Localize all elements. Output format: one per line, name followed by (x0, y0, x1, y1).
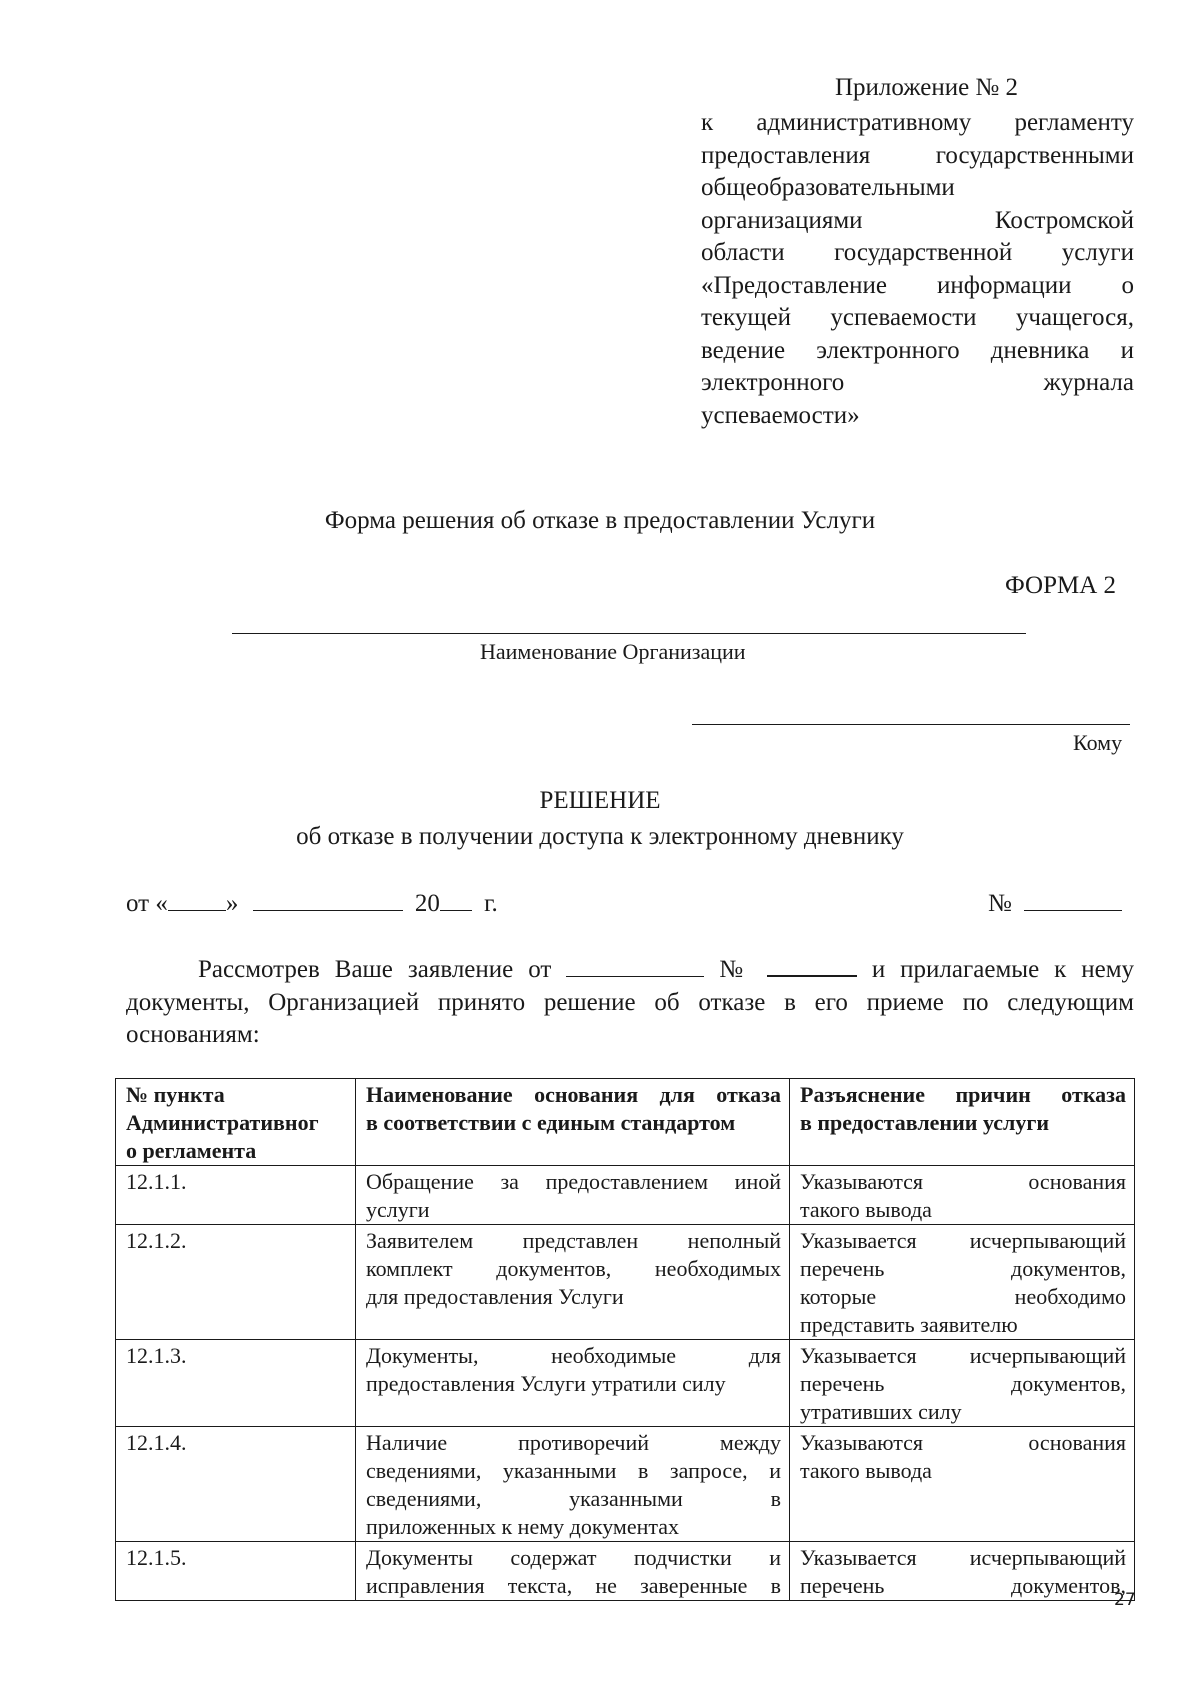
cell-line: сведениями, указанными в запросе, и (366, 1458, 781, 1483)
paragraph-line (126, 953, 1134, 987)
row-reason (356, 1225, 790, 1340)
organization-name-caption: Наименование Организации (480, 639, 746, 664)
cell-line: приложенных к нему документах (366, 1514, 680, 1539)
row-explanation (790, 1542, 1135, 1601)
header-reason (356, 1079, 790, 1166)
header-text: Административног (126, 1110, 319, 1135)
cell-line: такого вывода (800, 1458, 932, 1483)
cell-line: представить заявителю (800, 1312, 1018, 1337)
row-number: 12.1.2. (116, 1225, 356, 1340)
row-reason (356, 1166, 790, 1225)
row-number: 12.1.3. (116, 1340, 356, 1427)
cell-line: Документы, необходимые для (366, 1343, 781, 1368)
header-text: Разъяснение причин отказа (800, 1082, 1126, 1107)
cell-line: Документы содержат подчистки и (366, 1545, 781, 1570)
cell-line: перечень документов, (800, 1573, 1126, 1598)
appendix-line: текущей успеваемости учащегося, (701, 304, 1134, 331)
appendix-title: Приложение № 2 (835, 74, 1019, 101)
cell-line: исправления текста, не заверенные в (366, 1573, 781, 1598)
table-row (116, 1166, 1135, 1225)
cell-line: Заявителем представлен неполный (366, 1228, 781, 1253)
cell-line: перечень документов, (800, 1256, 1126, 1281)
cell-line: Указывается исчерпывающий (800, 1343, 1126, 1368)
row-number: 12.1.4. (116, 1427, 356, 1542)
table-row (116, 1340, 1135, 1427)
table-row (116, 1542, 1135, 1601)
row-reason (356, 1340, 790, 1427)
day-blank (168, 888, 226, 911)
row-number: 12.1.5. (116, 1542, 356, 1601)
appendix-description (701, 107, 1134, 432)
paragraph-text: и прилагаемые к нему (871, 956, 1135, 983)
cell-line: Обращение за предоставлением иной (366, 1169, 781, 1194)
recipient-field (692, 724, 1130, 725)
appendix-line: области государственной услуги (701, 239, 1134, 266)
application-date-blank (566, 954, 704, 977)
refusal-reasons-table (115, 1078, 1135, 1601)
decision-date-line (126, 888, 498, 921)
decision-title: РЕШЕНИЕ (539, 787, 661, 814)
cell-line: такого вывода (800, 1197, 932, 1222)
appendix-line: организациями Костромской (701, 206, 1134, 234)
header-text: в соответствии с единым стандартом (366, 1110, 736, 1135)
appendix-line: успеваемости» (701, 401, 860, 429)
row-explanation (790, 1166, 1135, 1225)
cell-line: которые необходимо (800, 1284, 1126, 1309)
header-text: о регламента (126, 1138, 257, 1163)
date-quote-close: » (225, 890, 239, 917)
appendix-line: электронного журнала (701, 369, 1134, 396)
application-number-blank (767, 953, 857, 977)
cell-line: для предоставления Услуги (366, 1284, 624, 1309)
recipient-caption: Кому (1073, 730, 1123, 755)
decision-paragraph (126, 953, 1134, 1052)
number-sign: № (988, 890, 1012, 917)
paragraph-number-sign: № (719, 956, 752, 983)
header-item-number (116, 1079, 356, 1166)
appendix-line: предоставления государственными (701, 141, 1134, 169)
date-prefix: от « (126, 890, 168, 917)
year-prefix: 20 (414, 890, 440, 917)
decision-number-line (988, 888, 1122, 921)
header-explanation (790, 1079, 1135, 1166)
cell-line: услуги (366, 1197, 430, 1222)
cell-line: Наличие противоречий между (366, 1430, 781, 1455)
organization-name-field (232, 633, 1026, 634)
cell-line: Указывается исчерпывающий (800, 1545, 1126, 1570)
cell-line: комплект документов, необходимых (366, 1256, 781, 1281)
row-reason (356, 1427, 790, 1542)
cell-line: утративших силу (800, 1399, 962, 1424)
row-explanation (790, 1427, 1135, 1542)
decision-number-blank (1024, 888, 1122, 911)
page-number: 27 (1114, 1590, 1136, 1610)
row-explanation (790, 1225, 1135, 1340)
header-text: № пункта (126, 1082, 225, 1107)
header-text: в предоставлении услуги (800, 1110, 1050, 1135)
form-title: Форма решения об отказе в предоставлении Услуги (324, 507, 876, 534)
row-number: 12.1.1. (116, 1166, 356, 1225)
cell-line: Указывается исчерпывающий (800, 1228, 1126, 1253)
year-blank (440, 888, 472, 911)
appendix-line: к административному регламенту (701, 109, 1134, 136)
header-text: Наименование основания для отказа (366, 1082, 781, 1107)
decision-subtitle: об отказе в получении доступа к электронному дневнику (296, 823, 904, 850)
row-explanation (790, 1340, 1135, 1427)
table-row (116, 1427, 1135, 1542)
cell-line: сведениями, указанными в (366, 1486, 781, 1511)
row-reason (356, 1542, 790, 1601)
cell-line: перечень документов, (800, 1371, 1126, 1396)
table-row (116, 1225, 1135, 1340)
appendix-line: «Предоставление информации о (701, 271, 1134, 299)
paragraph-text: Рассмотрев Ваше заявление от (198, 956, 552, 983)
paragraph-line: документы, Организацией принято решение об отказе в его приеме по следующим (126, 988, 1134, 1016)
cell-line: предоставления Услуги утратили силу (366, 1371, 726, 1396)
cell-line: Указываются основания (800, 1430, 1126, 1455)
form-number: ФОРМА 2 (1005, 572, 1117, 599)
paragraph-line: основаниям: (126, 1021, 260, 1048)
appendix-line: ведение электронного дневника и (701, 336, 1134, 364)
table-header-row (116, 1079, 1135, 1166)
appendix-line: общеобразовательными (701, 174, 955, 201)
year-suffix: г. (484, 890, 498, 917)
cell-line: Указываются основания (800, 1169, 1126, 1194)
month-blank (253, 888, 403, 911)
